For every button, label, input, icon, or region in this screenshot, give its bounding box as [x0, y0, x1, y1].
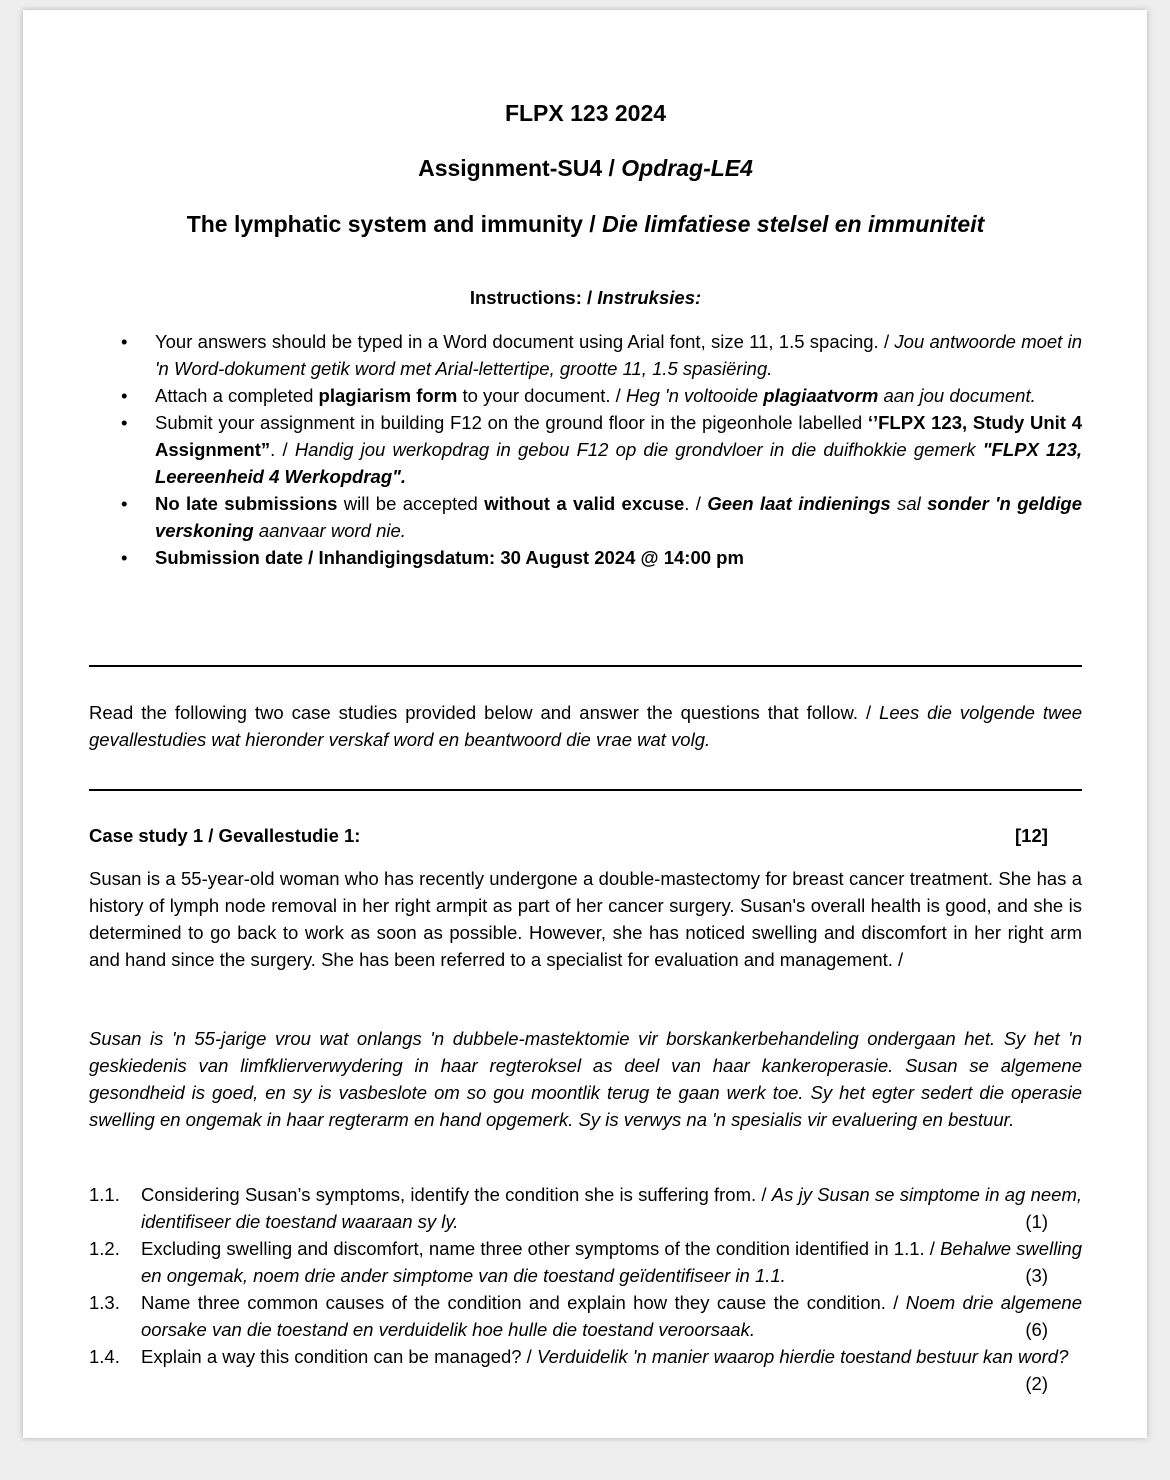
question-number: 1.1. [89, 1184, 120, 1205]
question-marks: (1) [1025, 1211, 1048, 1232]
question-1-3 [89, 1289, 1082, 1343]
case-text-afrikaans: Susan is 'n 55-jarige vrou wat onlangs 'n dubbele-mastektomie vir borskankerbehandeling ondergaan het. Sy het 'n geskiedenis van limfklierverwydering in haar regteroksel as deel van haar kankeroperasie. Susan se algemene gesondheid is goed, en sy is vasbeslote om so gou moontlik terug te gaan werk toe. Sy het egter sedert die operasie swelling en ongemak in haar regterarm en hand opgemerk. Sy is verwys na 'n spesialis vir evaluering en bestuur. [89, 1028, 1082, 1130]
divider [89, 789, 1082, 791]
list-item: • Submission date / Inhandigingsdatum: 30 August 2024 @ 14:00 pm [155, 544, 1082, 571]
question-text: Excluding swelling and discomfort, name three other symptoms of the condition identified in 1.1. / Behalwe swelling en ongemak, noem drie ander simptome van die toestand geïdentifiseer in 1.1. (3) [141, 1235, 1082, 1289]
question-number: 1.4. [89, 1346, 120, 1367]
question-marks: (3) [1025, 1265, 1048, 1286]
question-text: Name three common causes of the condition and explain how they cause the condition. / Noem drie algemene oorsake van die toestand en verduidelik hoe hulle die toestand veroorsaak. (6) [141, 1289, 1082, 1343]
question-marks: (2) [1025, 1373, 1048, 1394]
intro-paragraph: Read the following two case studies provided below and answer the questions that follow. / Lees die volgende twee gevallestudies wat hieronder verskaf word en beantwoord die vrae wat volg. [89, 702, 1082, 750]
instructions-list [155, 328, 1082, 571]
instructions-heading: Instructions: / Instruksies: [469, 287, 702, 308]
list-item: • Attach a completed plagiarism form to your document. / Heg 'n voltooide plagiaatvorm aan jou document. [155, 382, 1082, 409]
list-item: • Your answers should be typed in a Word document using Arial font, size 11, 1.5 spacing. / Jou antwoorde moet in 'n Word-dokument getik word met Arial-lettertipe, grootte 11, 1.5 spasiëring. [155, 328, 1082, 382]
question-number: 1.2. [89, 1238, 120, 1259]
list-item: • No late submissions will be accepted without a valid excuse. / Geen laat indienings sal sonder 'n geldige verskoning aanvaar word nie. [155, 490, 1082, 544]
case-text-english: Susan is a 55-year-old woman who has recently undergone a double-mastectomy for breast cancer treatment. She has a history of lymph node removal in her right armpit as part of her cancer surgery. Susan's overall health is good, and she is determined to go back to work as soon as possible. However, she has noticed swelling and discomfort in her right arm and hand since the surgery. She has been referred to a specialist for evaluation and management. / [89, 868, 1082, 970]
question-1-4 [89, 1343, 1082, 1397]
question-text: Explain a way this condition can be managed? / Verduidelik 'n manier waarop hierdie toestand bestuur kan word? (2) [141, 1343, 1082, 1370]
course-title: FLPX 123 2024 [504, 100, 667, 126]
question-text: Considering Susan’s symptoms, identify the condition she is suffering from. / As jy Susan se simptome in ag neem, identifiseer die toestand waaraan sy ly. (1) [141, 1181, 1082, 1235]
case-study-heading: Case study 1 / Gevallestudie 1: [89, 825, 361, 846]
question-1-2 [89, 1235, 1082, 1289]
question-1-1 [89, 1181, 1082, 1235]
case-study-marks: [12] [1015, 825, 1048, 846]
divider [89, 665, 1082, 667]
question-number: 1.3. [89, 1292, 120, 1313]
question-marks: (6) [1025, 1319, 1048, 1340]
list-item: • Submit your assignment in building F12 on the ground floor in the pigeonhole labelled ‘’FLPX 123, Study Unit 4 Assignment”. / Handig jou werkopdrag in gebou F12 op die grondvloer in die duifhokkie gemerk "FLPX 123, Leereenheid 4 Werkopdrag". [155, 409, 1082, 490]
assignment-title: Assignment-SU4 / Opdrag-LE4 [418, 155, 753, 181]
topic-title: The lymphatic system and immunity / Die limfatiese stelsel en immuniteit [186, 211, 985, 237]
document-page [23, 10, 1147, 1438]
